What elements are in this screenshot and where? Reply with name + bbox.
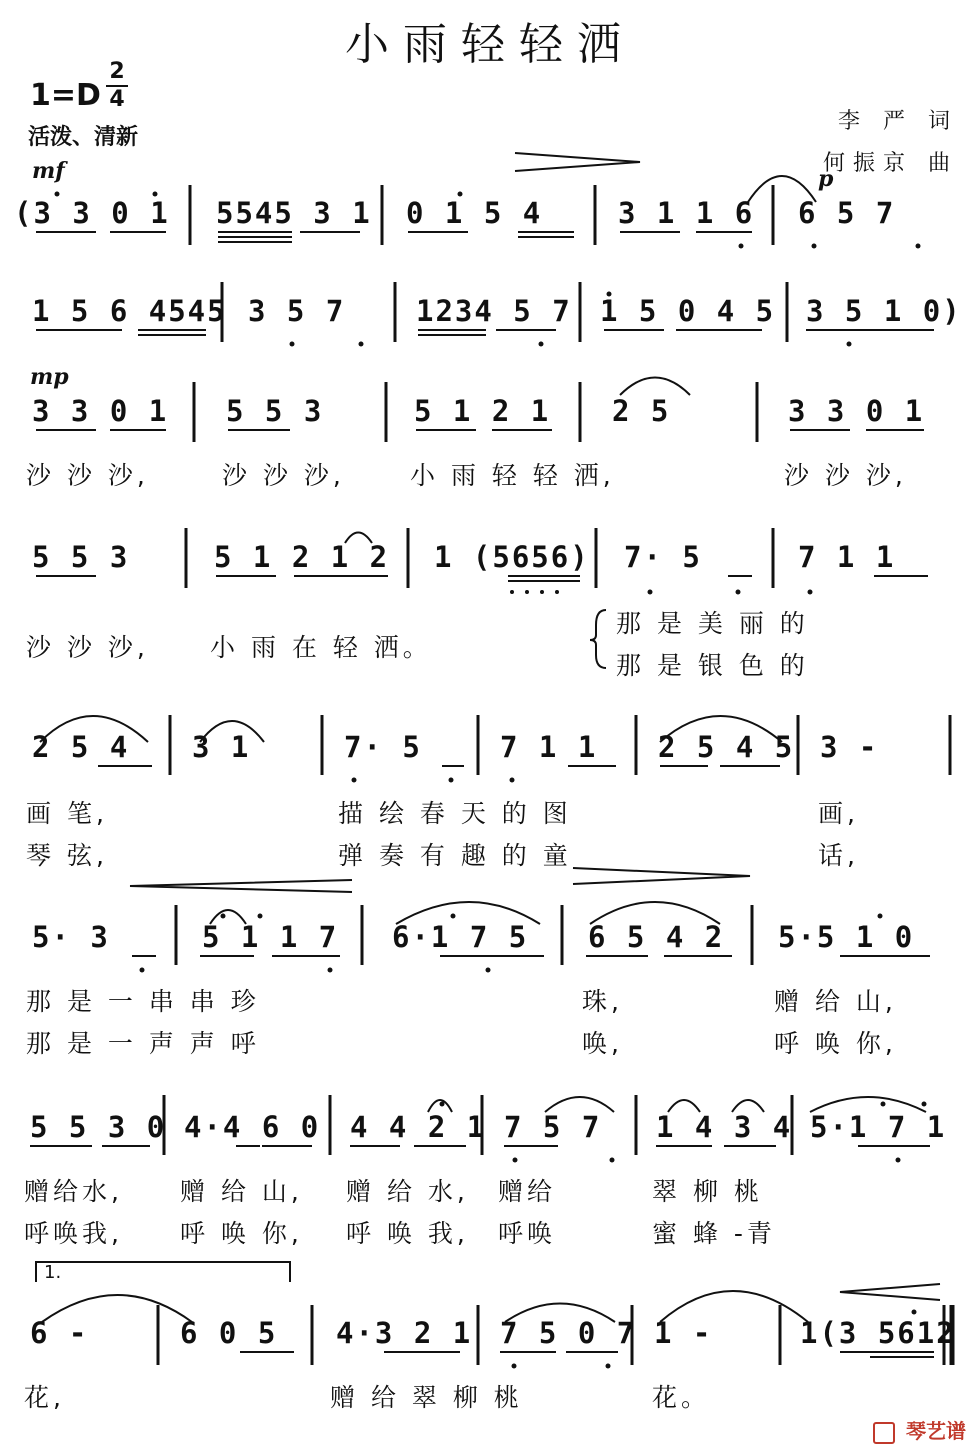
system-4-lyrics-verse-1-tail: 那 是 美 丽 的 (616, 609, 809, 638)
lyric-phrase: 呼 唤 你, (180, 1219, 303, 1248)
measure: 5 1 1 7 (202, 920, 339, 954)
lyric-phrase: 花, (24, 1383, 65, 1412)
lyric-phrase: 沙 沙 沙, (222, 461, 345, 490)
time-signature-bottom: 4 (109, 87, 125, 112)
measure: 5 1 2 1 (414, 394, 551, 428)
measure: 2 5 4 (32, 730, 130, 764)
lyric-phrase: 呼 唤 你, (774, 1029, 897, 1058)
system-4-lyrics-verse-2-tail: 那 是 银 色 的 (616, 651, 809, 680)
lyric-phrase: 赠 给 翠 柳 桃 (330, 1383, 523, 1412)
measure: 3 5 1 0) (806, 294, 962, 328)
measure: 4·4 6 0 (184, 1110, 321, 1144)
lyric-phrase: 沙 沙 沙, (784, 461, 907, 490)
measure: 1 5 6 4545 (32, 294, 227, 328)
measure: 7 5 7 (504, 1110, 602, 1144)
lyric-phrase: 弹 奏 有 趣 的 童 (338, 841, 572, 870)
measure: 7· 5 (344, 730, 422, 764)
measure: 4·3 2 1 (336, 1316, 473, 1350)
measure: 1234 5 7 (416, 294, 572, 328)
lyric-phrase: 呼唤我, (24, 1219, 123, 1248)
lyric-phrase: 呼唤 (498, 1219, 557, 1248)
lyric-phrase: 沙 沙 沙, (26, 461, 149, 490)
lyric-phrase: 小 雨 轻 轻 洒, (410, 461, 615, 490)
measure: 1(3 5612 (800, 1316, 956, 1350)
lyric-phrase: 那 是 一 声 声 呼 (26, 1029, 260, 1058)
measure: (3 3 0 1 (14, 196, 170, 230)
measure: 7 5 0 7 (500, 1316, 637, 1350)
lyric-phrase: 赠给水, (24, 1177, 123, 1206)
lyricist-credit: 李 严 词 (838, 109, 958, 134)
lyric-phrase: 翠 柳 桃 (652, 1177, 763, 1206)
measure: 0 1 5 4 (406, 196, 543, 230)
measure: 6 - (30, 1316, 89, 1350)
measure: 3 5 7 (248, 294, 346, 328)
measure: 5· 3 (32, 920, 110, 954)
song-title: 小雨轻轻洒 (345, 19, 635, 70)
measure: 3 3 0 1 (788, 394, 925, 428)
measure: 3 1 1 6 (618, 196, 755, 230)
measure: 5 5 3 (226, 394, 324, 428)
measure: 3 - (820, 730, 879, 764)
measure: 2 5 4 5 (658, 730, 795, 764)
key-signature: 1=D (30, 78, 101, 113)
tempo-marking: 活泼、清新 (28, 125, 139, 150)
measure: 1 - (654, 1316, 713, 1350)
time-signature-top: 2 (109, 59, 125, 84)
dynamic-mf: mf (32, 158, 65, 184)
watermark (873, 1415, 966, 1444)
lyric-phrase: 沙 沙 沙, (26, 633, 149, 662)
watermark-logo-icon (873, 1422, 895, 1444)
measure: 1 5 0 4 5 (600, 294, 776, 328)
lyric-phrase: 那 是 一 串 串 珍 (26, 987, 260, 1016)
lyric-phrase: 描 绘 春 天 的 图 (338, 799, 572, 828)
measure: 5 5 3 0 (30, 1110, 167, 1144)
lyric-phrase: 呼 唤 我, (346, 1219, 469, 1248)
measure: 3 1 (192, 730, 251, 764)
dynamic-p: p (818, 166, 834, 192)
lyric-phrase: 花。 (652, 1383, 711, 1412)
measure: 5545 3 1 (216, 196, 372, 230)
lyric-phrase: 话, (818, 841, 859, 870)
lyric-phrase: 画, (818, 799, 859, 828)
measure: 5 1 2 1 2 (214, 540, 390, 574)
watermark-text: 琴艺谱 (906, 1419, 966, 1443)
lyric-phrase: 小 雨 在 轻 洒。 (210, 633, 432, 662)
measure: 3 3 0 1 (32, 394, 169, 428)
measure: 1 (5656) (434, 540, 590, 574)
measure: 1 4 3 4 (656, 1110, 793, 1144)
lyric-phrase: 画 笔, (26, 799, 108, 828)
measure: 2 5 (612, 394, 671, 428)
lyric-phrase: 赠 给 水, (346, 1177, 469, 1206)
composer-credit: 何振京 曲 (823, 151, 958, 176)
lyric-phrase: 赠 给 山, (774, 987, 897, 1016)
lyric-phrase: 赠给 (498, 1177, 557, 1206)
volta-label: 1. (44, 1262, 62, 1283)
measure: 6·1 7 5 (392, 920, 529, 954)
measure: 6 5 4 2 (588, 920, 725, 954)
lyric-phrase: 琴 弦, (26, 841, 108, 870)
measure: 6 5 7 (798, 196, 896, 230)
measure: 4 4 2 1 (350, 1110, 487, 1144)
measure: 5 5 3 (32, 540, 130, 574)
measure: 7 1 1 (500, 730, 598, 764)
measure: 7· 5 (624, 540, 702, 574)
dynamic-mp: mp (30, 364, 69, 390)
measure: 6 0 5 (180, 1316, 278, 1350)
lyric-phrase: 蜜 蜂 -青 (652, 1219, 776, 1248)
measure: 5·5 1 0 (778, 920, 915, 954)
lyric-phrase: 赠 给 山, (180, 1177, 303, 1206)
measure: 7 1 1 (798, 540, 896, 574)
measure: 5·1 7 1 (810, 1110, 947, 1144)
lyric-phrase: 珠, (582, 987, 623, 1016)
lyric-phrase: 唤, (582, 1029, 623, 1058)
